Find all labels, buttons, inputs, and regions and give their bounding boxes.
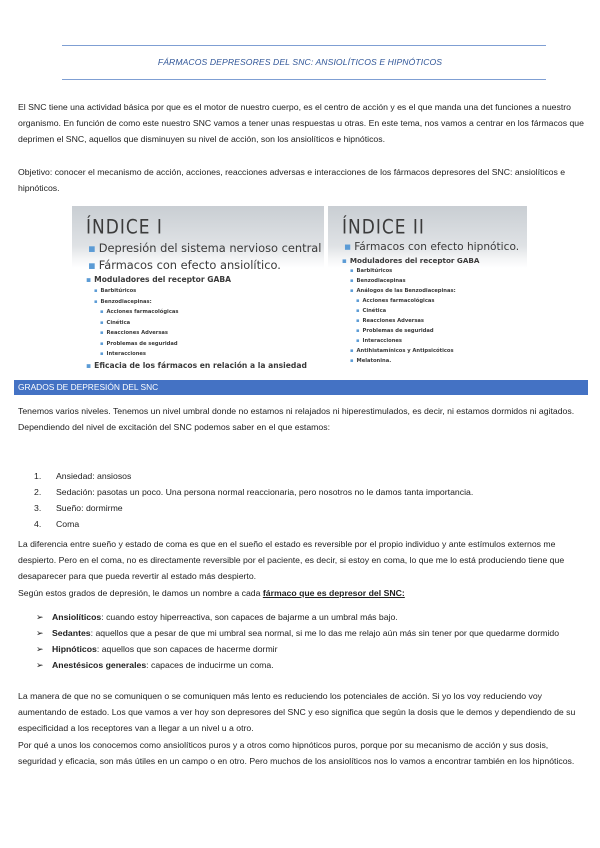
- bullet-icon: ▪: [350, 288, 354, 294]
- slide-list-item-text: Benzodiacepinas: [356, 278, 406, 284]
- bullet-icon: ▪: [342, 256, 347, 265]
- drug-desc: : aquellos que a pesar de que mi umbral sea normal, si me lo das me relajo aún más sin tener por que quedarme dormido: [90, 628, 560, 638]
- slide-list-item-text: Barbitúricos: [100, 288, 137, 294]
- bullet-icon: ▪: [86, 275, 92, 284]
- bullet-icon: ▪: [94, 298, 98, 305]
- slide-list-item: [86, 307, 320, 318]
- slide-list-item-text: Melatonina.: [356, 358, 392, 364]
- drug-term: Ansiolíticos: [52, 612, 102, 622]
- slide-list-item: [342, 316, 523, 326]
- list-item: [36, 625, 576, 641]
- list-number: 1.: [34, 471, 42, 481]
- list-item: [36, 657, 576, 673]
- title-rule: [62, 79, 546, 80]
- drug-types-list: [36, 609, 576, 673]
- slide-index-2-list: [342, 240, 523, 366]
- slide-list-item: [86, 339, 320, 350]
- slide-list-item: [342, 346, 523, 356]
- slide-list-item: [86, 318, 320, 329]
- slide-list-item-text: Benzodiacepinas:: [100, 298, 152, 305]
- list-number: 4.: [34, 519, 42, 529]
- slide-list-item-text: Interacciones: [362, 338, 403, 344]
- slide-index-1: [72, 206, 324, 376]
- bullet-icon: ▪: [100, 340, 104, 347]
- list-item: [34, 500, 473, 516]
- slide-list-item: [86, 360, 320, 372]
- levels-intro-paragraph: Tenemos varios niveles. Tenemos un nivel umbral donde no estamos ni relajados ni hiperestimulados, es decir, ni estamos dormidos ni agitados. Dependiendo del nivel de excitación del SNC podemos saber en el que estamos:: [18, 406, 575, 432]
- grades-underlined: fármaco que es depresor del SNC:: [262, 588, 405, 598]
- arrow-bullet-icon: ➢: [36, 660, 44, 670]
- slide-list-item: [86, 328, 320, 339]
- slide-index-1-list: [86, 240, 320, 372]
- slide-list-item: [342, 286, 523, 296]
- slide-list-item-text: Moduladores del receptor GABA: [94, 275, 232, 284]
- bullet-icon: ▪: [100, 330, 104, 336]
- list-item-text: Sueño: dormirme: [56, 503, 123, 513]
- slide-list-item-text: Cinética: [362, 308, 387, 314]
- bullet-icon: ▪: [350, 268, 354, 274]
- bullet-icon: ▪: [100, 351, 104, 357]
- arrow-bullet-icon: ➢: [36, 612, 44, 622]
- bullet-icon: ▪: [88, 258, 96, 272]
- grades-paragraph: [18, 585, 586, 601]
- list-item: [34, 516, 473, 532]
- slide-index-2-title: ÍNDICE II: [342, 216, 425, 239]
- bullet-icon: ▪: [94, 288, 98, 294]
- list-item-text: Coma: [56, 519, 80, 529]
- slide-index-2: [328, 206, 527, 376]
- slide-list-item: [342, 326, 523, 336]
- slide-list-item-text: Reacciones Adversas: [106, 330, 169, 336]
- slide-list-item-text: Interacciones: [106, 351, 147, 357]
- slide-index-1-title: ÍNDICE I: [86, 216, 163, 239]
- list-item: [36, 609, 576, 625]
- drug-term: Anestésicos generales: [52, 660, 147, 670]
- slide-list-item-text: Barbitúricos: [356, 268, 393, 274]
- bullet-icon: ▪: [88, 241, 96, 255]
- slide-list-item: [86, 297, 320, 308]
- drug-term: Hipnóticos: [52, 644, 97, 654]
- slide-list-item-text: Fármacos con efecto hipnótico.: [354, 241, 520, 253]
- slide-list-item: [342, 356, 523, 366]
- slide-list-item-text: Fármacos con efecto ansiolítico.: [98, 258, 281, 272]
- bullet-icon: ▪: [100, 309, 104, 315]
- list-number: 2.: [34, 487, 42, 497]
- list-number: 3.: [34, 503, 42, 513]
- slide-list-item: [342, 296, 523, 306]
- drug-desc: : aquellos que son capaces de hacerme dormir: [96, 644, 278, 654]
- document-title: FÁRMACOS DEPRESORES DEL SNC: ANSIOLÍTICOS E HIPNÓTICOS: [157, 57, 443, 67]
- slide-list-item-text: Acciones farmacológicas: [106, 309, 179, 315]
- objective-paragraph: Objetivo: conocer el mecanismo de acción, acciones, reacciones adversas e interacciones de los fármacos depresores del SNC: ansiolíticos e hipnóticos.: [18, 167, 566, 193]
- bullet-icon: ▪: [356, 318, 360, 324]
- slide-list-item-text: Reacciones Adversas: [362, 318, 425, 324]
- drug-desc: : capaces de inducirme un coma.: [146, 660, 274, 670]
- bullet-icon: ▪: [356, 298, 360, 304]
- bullet-icon: ▪: [100, 319, 104, 326]
- list-item: [34, 468, 473, 484]
- slide-list-item-text: Acciones farmacológicas: [362, 298, 435, 304]
- slide-list-item: [86, 349, 320, 360]
- slide-list-item-text: Problemas de seguridad: [106, 340, 178, 347]
- bullet-icon: ▪: [86, 360, 92, 370]
- slide-list-item-text: Eficacia de los fármacos en relación a la ansiedad: [94, 360, 307, 370]
- drug-desc: : cuando estoy hiperreactiva, son capaces de bajarme a un umbral más bajo.: [101, 612, 398, 622]
- slide-list-item: [342, 276, 523, 286]
- bullet-icon: ▪: [344, 241, 352, 253]
- slide-list-item-text: Antihistamínicos y Antipsicóticos: [356, 348, 454, 354]
- index-slides: [72, 206, 527, 376]
- grades-prefix: Según estos grados de depresión, le damos un nombre a cada: [18, 588, 263, 598]
- bullet-icon: ▪: [350, 348, 354, 354]
- bullet-icon: ▪: [356, 338, 360, 344]
- mechanism-paragraph: La manera de que no se comuniquen o se comuniquen más lento es reduciendo los potenciales de acción. Si yo los voy reduciendo voy aumentando de estado. Los que vamos a ver hoy son depresores del SNC y eso significa que según la dosis que le demos y dependiendo de su especificidad a los receptores van a llegar a un nivel u a otro.: [18, 691, 576, 733]
- slide-list-item: [86, 274, 320, 286]
- drug-term: Sedantes: [52, 628, 91, 638]
- slide-list-item: [342, 240, 523, 255]
- list-item: [36, 641, 576, 657]
- bullet-icon: ▪: [356, 308, 360, 314]
- list-item-text: Ansiedad: ansiosos: [56, 471, 132, 481]
- bullet-icon: ▪: [356, 328, 360, 334]
- slide-list-item: [86, 240, 320, 257]
- top-rule: [62, 45, 546, 46]
- section-heading: GRADOS DE DEPRESIÓN DEL SNC: [14, 380, 588, 395]
- slide-list-item-text: Problemas de seguridad: [362, 328, 434, 334]
- slide-list-item-text: Análogos de las Benzodiacepinas:: [356, 288, 456, 294]
- difference-paragraph: La diferencia entre sueño y estado de coma es que en el sueño el estado es reversible por el propio individuo y ante estímulos externos me despierto. Pero en el coma, no es directamente reversible por el paciente, es decir, si estoy en coma, lo que me lo está produciendo tiene que desaparecer para que pueda revertir al estado más despierto.: [18, 539, 565, 581]
- slide-list-item: [342, 336, 523, 346]
- slide-list-item: [342, 255, 523, 266]
- closing-paragraph: Por qué a unos los conocemos como ansiolíticos puros y a otros como hipnóticos puros, porque por su mecanismo de acción y sus dosis, seguridad y eficacia, son más útiles en un campo o en otro. Pero muchos de los ansiolíticos nos lo vamos a encontrar también en los hipnóticos.: [18, 740, 575, 766]
- slide-list-item: [86, 257, 320, 274]
- slide-list-item: [86, 286, 320, 297]
- slide-list-item: [342, 266, 523, 276]
- levels-list: [34, 468, 474, 532]
- slide-list-item-text: Cinética: [106, 319, 131, 326]
- bullet-icon: ▪: [350, 358, 354, 364]
- slide-list-item-text: Moduladores del receptor GABA: [349, 256, 480, 265]
- slide-list-item: [342, 306, 523, 316]
- arrow-bullet-icon: ➢: [36, 644, 44, 654]
- list-item-text: Sedación: pasotas un poco. Una persona normal reaccionaria, pero nosotros no le damos tanta importancia.: [56, 487, 474, 497]
- bullet-icon: ▪: [350, 278, 354, 284]
- arrow-bullet-icon: ➢: [36, 628, 44, 638]
- intro-paragraph: El SNC tiene una actividad básica por que es el motor de nuestro cuerpo, es el centro de acción y es el que manda una det funciones a nuestro organismo. En función de como este nuestro SNC vamos a tener unas respuestas u otras. En este tema, nos vamos a centrar en los fármacos que deprimen el SNC, aquellos que disminuyen su nivel de acción, son los ansiolíticos e hipnóticos.: [18, 102, 584, 144]
- slide-list-item-text: Depresión del sistema nervioso central: [98, 241, 322, 255]
- list-item: [34, 484, 474, 500]
